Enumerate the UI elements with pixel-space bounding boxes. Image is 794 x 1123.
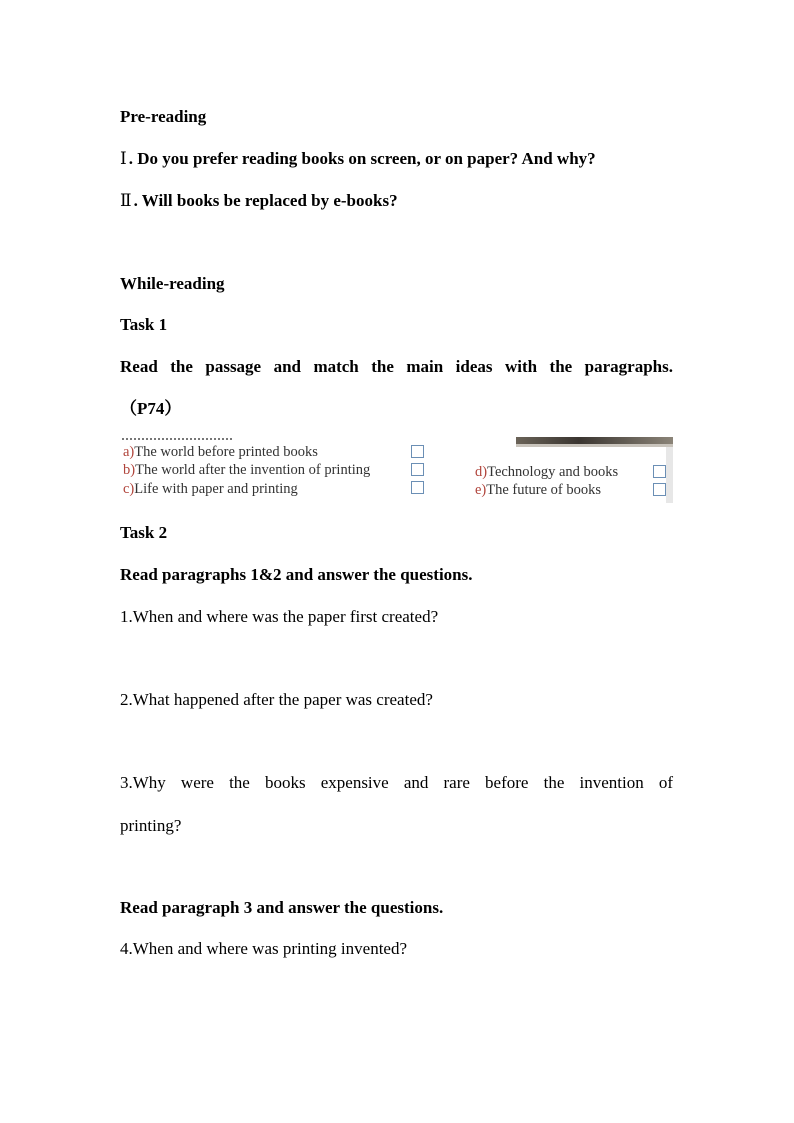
- roman-numeral-2: Ⅱ: [120, 191, 132, 211]
- task-2-heading: Task 2: [120, 523, 168, 542]
- question-3-line-1: 3.Why were the books expensive and rare before the invention of: [120, 773, 673, 792]
- option-letter: a): [123, 444, 135, 460]
- task-1-heading: Task 1: [120, 315, 168, 334]
- question-3-line-2: printing?: [120, 816, 182, 835]
- option-b-checkbox[interactable]: [411, 463, 424, 476]
- question-4: 4.When and where was printing invented?: [120, 939, 408, 958]
- task-1-instruction: Read the passage and match the main ideas with the paragraphs.: [120, 357, 673, 376]
- option-letter: b): [123, 462, 136, 478]
- task-2-instruction-2: Read paragraph 3 and answer the questions.: [120, 898, 444, 917]
- option-e: [475, 481, 601, 499]
- clipped-text-fragment: [122, 437, 232, 440]
- pre-reading-question-1: [120, 149, 596, 169]
- roman-numeral-1: Ⅰ: [120, 149, 127, 169]
- option-d-checkbox[interactable]: [653, 465, 666, 478]
- question-1-text: . Do you prefer reading books on screen, or on paper? And why?: [128, 149, 596, 168]
- pre-reading-question-2: [120, 191, 398, 211]
- option-text: The future of books: [486, 482, 602, 498]
- option-c: [123, 480, 298, 498]
- while-reading-heading: While-reading: [120, 274, 225, 293]
- option-letter: d): [475, 464, 488, 480]
- option-a: [123, 443, 318, 461]
- question-2-text: . Will books be replaced by e-books?: [133, 191, 398, 210]
- option-c-checkbox[interactable]: [411, 481, 424, 494]
- option-letter: c): [123, 481, 135, 497]
- option-text: The world after the invention of printing: [135, 462, 371, 478]
- option-b: [123, 461, 370, 479]
- pre-reading-heading: Pre-reading: [120, 107, 207, 126]
- figure-shade: [666, 447, 673, 503]
- photo-edge: [516, 437, 673, 447]
- option-e-checkbox[interactable]: [653, 483, 666, 496]
- option-text: Life with paper and printing: [134, 481, 298, 497]
- option-d: [475, 463, 618, 481]
- question-1: 1.When and where was the paper first created?: [120, 607, 439, 626]
- question-2: 2.What happened after the paper was created?: [120, 690, 433, 709]
- task-1-page-ref: （P74）: [120, 399, 182, 418]
- option-text: The world before printed books: [134, 444, 318, 460]
- task-2-instruction-1: Read paragraphs 1&2 and answer the questions.: [120, 565, 473, 584]
- matching-figure: [120, 437, 673, 503]
- option-text: Technology and books: [487, 464, 619, 480]
- option-a-checkbox[interactable]: [411, 445, 424, 458]
- option-letter: e): [475, 482, 487, 498]
